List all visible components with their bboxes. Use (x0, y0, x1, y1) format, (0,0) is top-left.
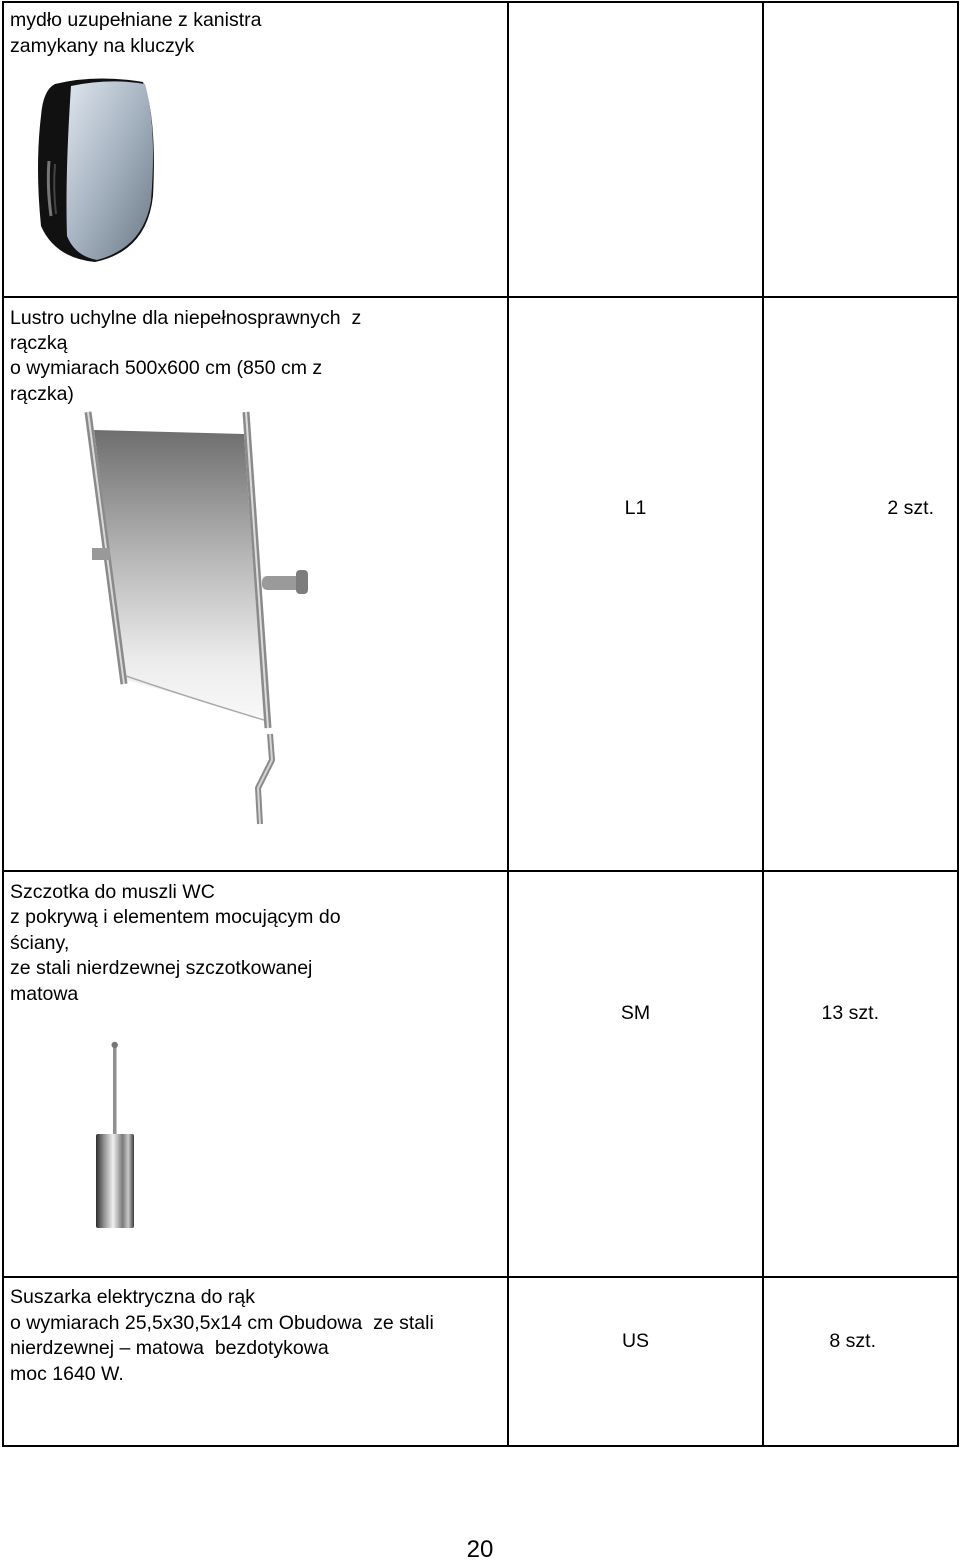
row-description-line: Szczotka do muszli WC (10, 881, 215, 903)
row-description-line: rączką (10, 332, 68, 354)
row-quantity: 2 szt. (887, 497, 934, 519)
row-symbol: US (621, 1330, 650, 1352)
row-description-line: rączka) (10, 383, 74, 405)
row-divider (2, 296, 959, 298)
row-symbol: L1 (624, 497, 647, 519)
row-quantity: 8 szt. (829, 1330, 876, 1352)
column-divider (762, 1, 764, 1447)
row-description-line: ściany, (10, 932, 70, 954)
row-description-line: moc 1640 W. (10, 1363, 124, 1385)
row-description-line: ze stali nierdzewnej szczotkowanej (10, 957, 313, 979)
table-border-right (957, 1, 959, 1447)
tilting-mirror-image (80, 408, 320, 828)
row-description-line: matowa (10, 983, 79, 1005)
row-description-line: o wymiarach 500x600 cm (850 cm z (10, 357, 323, 379)
soap-dispenser-image (35, 76, 160, 266)
table-border-left (2, 1, 4, 1447)
row-divider (2, 870, 959, 872)
row-description-line: o wymiarach 25,5x30,5x14 cm Obudowa ze stali (10, 1312, 434, 1334)
table-border-bottom (2, 1445, 959, 1447)
row-quantity: 13 szt. (821, 1002, 879, 1024)
row-description-line: zamykany na kluczyk (10, 35, 195, 57)
row-divider (2, 1276, 959, 1278)
toilet-brush-image (92, 1040, 142, 1230)
table-border-top (2, 1, 959, 3)
row-description-line: Suszarka elektryczna do rąk (10, 1286, 255, 1308)
row-symbol: SM (620, 1002, 651, 1024)
row-description-line: z pokrywą i elementem mocującym do (10, 906, 341, 928)
page-number: 20 (466, 1536, 494, 1563)
row-description-line: nierdzewnej – matowa bezdotykowa (10, 1337, 329, 1359)
column-divider (507, 1, 509, 1447)
row-description-line: mydło uzupełniane z kanistra (10, 9, 262, 31)
row-description-line: Lustro uchylne dla niepełnosprawnych z (10, 307, 362, 329)
